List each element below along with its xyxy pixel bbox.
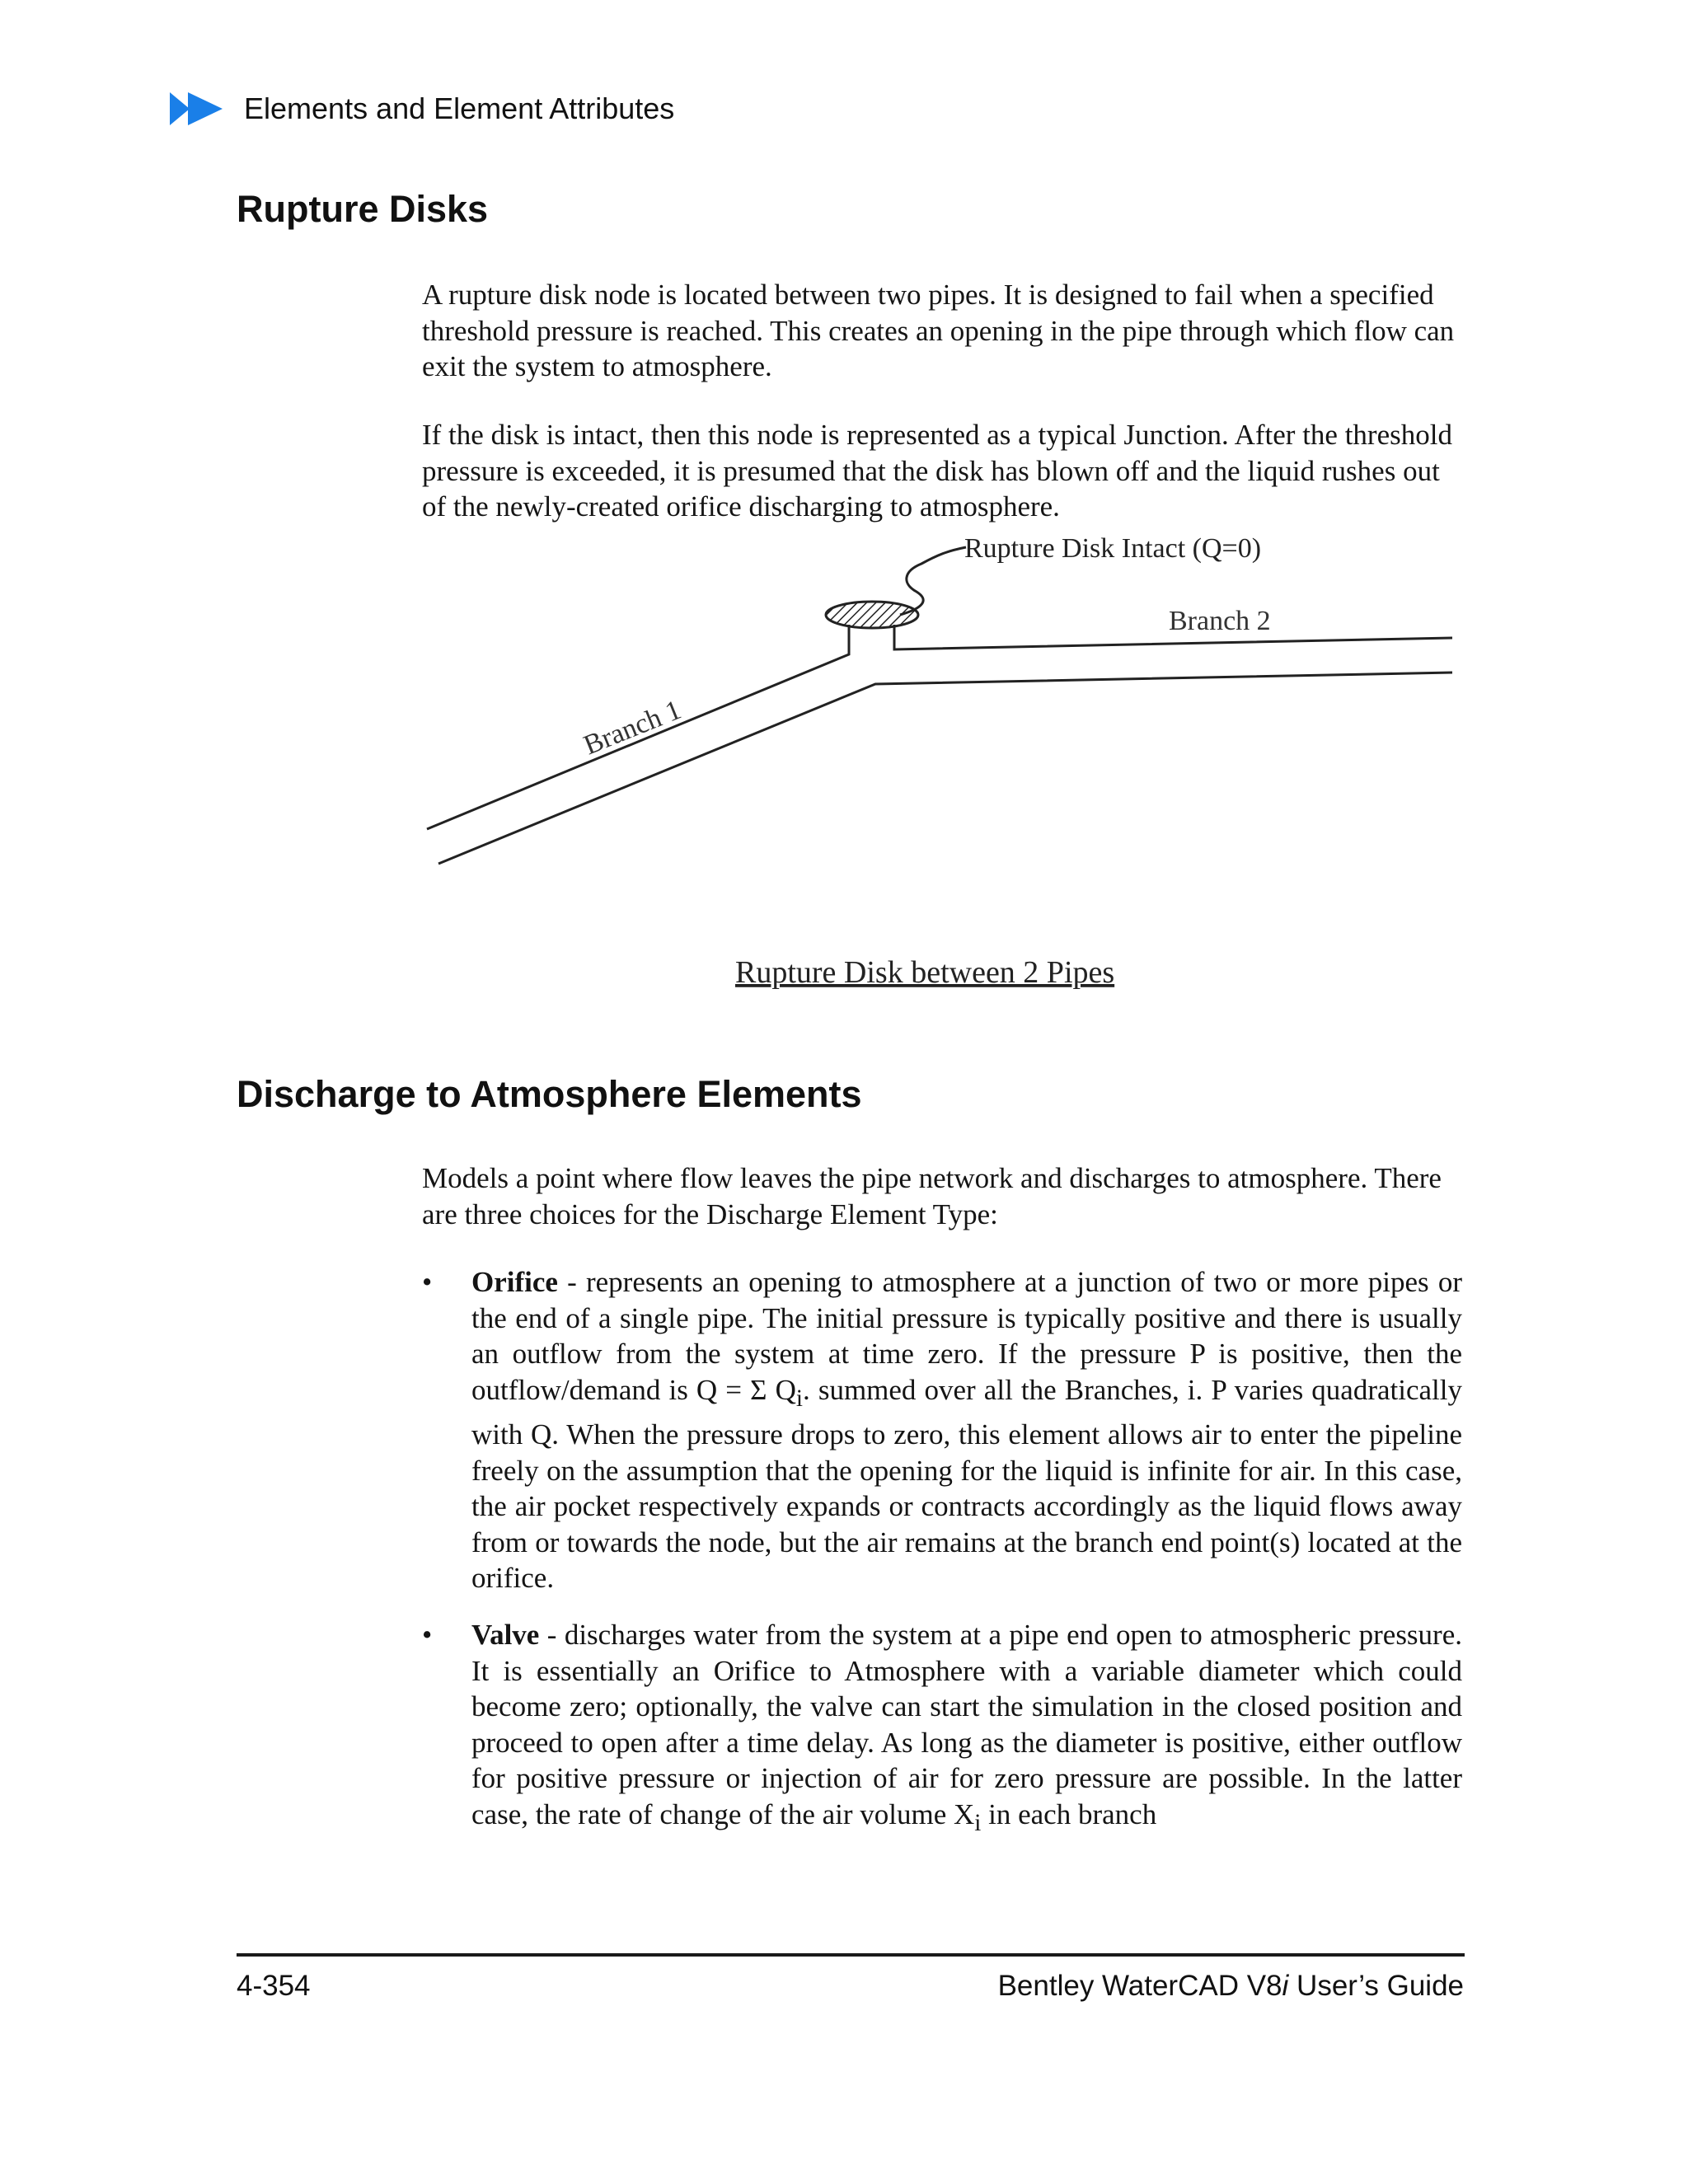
running-header bbox=[170, 86, 674, 132]
page-number: 4-354 bbox=[237, 1970, 311, 2002]
section-title-rupture-disks: Rupture Disks bbox=[237, 188, 489, 230]
valve-description: discharges water from the system at a pipe end open to atmospheric pressure. It is essentially an Orifice to Atmosphere with a variable diameter which could become zero; optionally, the valve can start the simulation in the closed position and proceed to open after a time delay. As long as the diameter is positive, either outflow for positive pressure or injection of air for zero pressure are possible. In the latter case, the rate of change of the air volume X bbox=[471, 1619, 1462, 1830]
paragraph-discharge-intro: Models a point where flow leaves the pipe network and discharges to atmosphere. There are three choices for the Discharge Element Type: bbox=[422, 1162, 1442, 1230]
orifice-description: represents an opening to atmosphere at a junction of two or more pipes or the end of a single pipe. The initial pressure is typically positive and there is usually an outflow from the system at time zero. If the pressure P is positive, then the outflow/demand is Q = Σ Q bbox=[471, 1266, 1462, 1406]
term-orifice: Orifice bbox=[471, 1266, 558, 1298]
book-title: Bentley WaterCAD V8i User’s Guide bbox=[997, 1970, 1464, 2002]
list-item-orifice: • Orifice - represents an opening to atmosphere at a junction of two or more pipes or the end of a single pipe. The initial pressure is typically positive and there is usually an outflow from the system at time zero. If the pressure P is positive, then the outflow/demand is Q = Σ $Q_i$. summed over all the Branches, i. P varies quadratically with Q. When the pressure drops to zero, this element allows air to enter the pipeline freely on the assumption that the opening for the liquid is infinite for air. In this case, the air pocket respectively expands or contracts accordingly as the liquid flows away from or towards the node, but the air remains at the branch end point(s) located at the orifice. bbox=[422, 1266, 1462, 1594]
rupture-disk-icon bbox=[826, 602, 918, 628]
term-valve: Valve bbox=[471, 1619, 540, 1651]
section-title-discharge: Discharge to Atmosphere Elements bbox=[237, 1073, 862, 1115]
rupture-disk-figure bbox=[412, 534, 1475, 1012]
pipe-lower-wall bbox=[438, 673, 1452, 864]
double-chevron-right-icon bbox=[170, 91, 223, 127]
header-title: Elements and Element Attributes bbox=[244, 91, 675, 125]
bullet-marker: • bbox=[422, 1619, 433, 1651]
disk-leader-line bbox=[900, 547, 966, 615]
list-item-valve: • Valve - discharges water from the system at a pipe end open to atmospheric pressure. It is essentially an Orifice to Atmosphere with a variable diameter which could become zero; optionally, the valve can start the simulation in the closed position and proceed to open after a time delay. As long as the diameter is positive, either outflow for positive pressure or injection of air for zero pressure are possible. In the latter case, the rate of change of the air volume $X_i$ in each branch bbox=[422, 1619, 1462, 1836]
label-branch-2: Branch 2 bbox=[1169, 606, 1271, 636]
label-rupture-disk-intact: Rupture Disk Intact (Q=0) bbox=[964, 534, 1262, 564]
bullet-marker: • bbox=[422, 1266, 433, 1298]
label-branch-1: Branch 1 bbox=[579, 694, 686, 762]
paragraph-rupture-behavior: If the disk is intact, then this node is represented as a typical Junction. After the threshold pressure is exceeded, it is presumed that the disk has blown off and the liquid rushes out of the newly-created orifice discharging to atmosphere. bbox=[422, 419, 1452, 523]
rupture-disk-diagram bbox=[412, 534, 1475, 1012]
paragraph-rupture-intro: A rupture disk node is located between two pipes. It is designed to fail when a specified threshold pressure is reached. This creates an opening in the pipe through which flow can exit the system to atmosphere. bbox=[422, 279, 1455, 382]
figure-caption: Rupture Disk between 2 Pipes bbox=[735, 955, 1115, 990]
footer-rule bbox=[237, 1953, 1465, 1957]
